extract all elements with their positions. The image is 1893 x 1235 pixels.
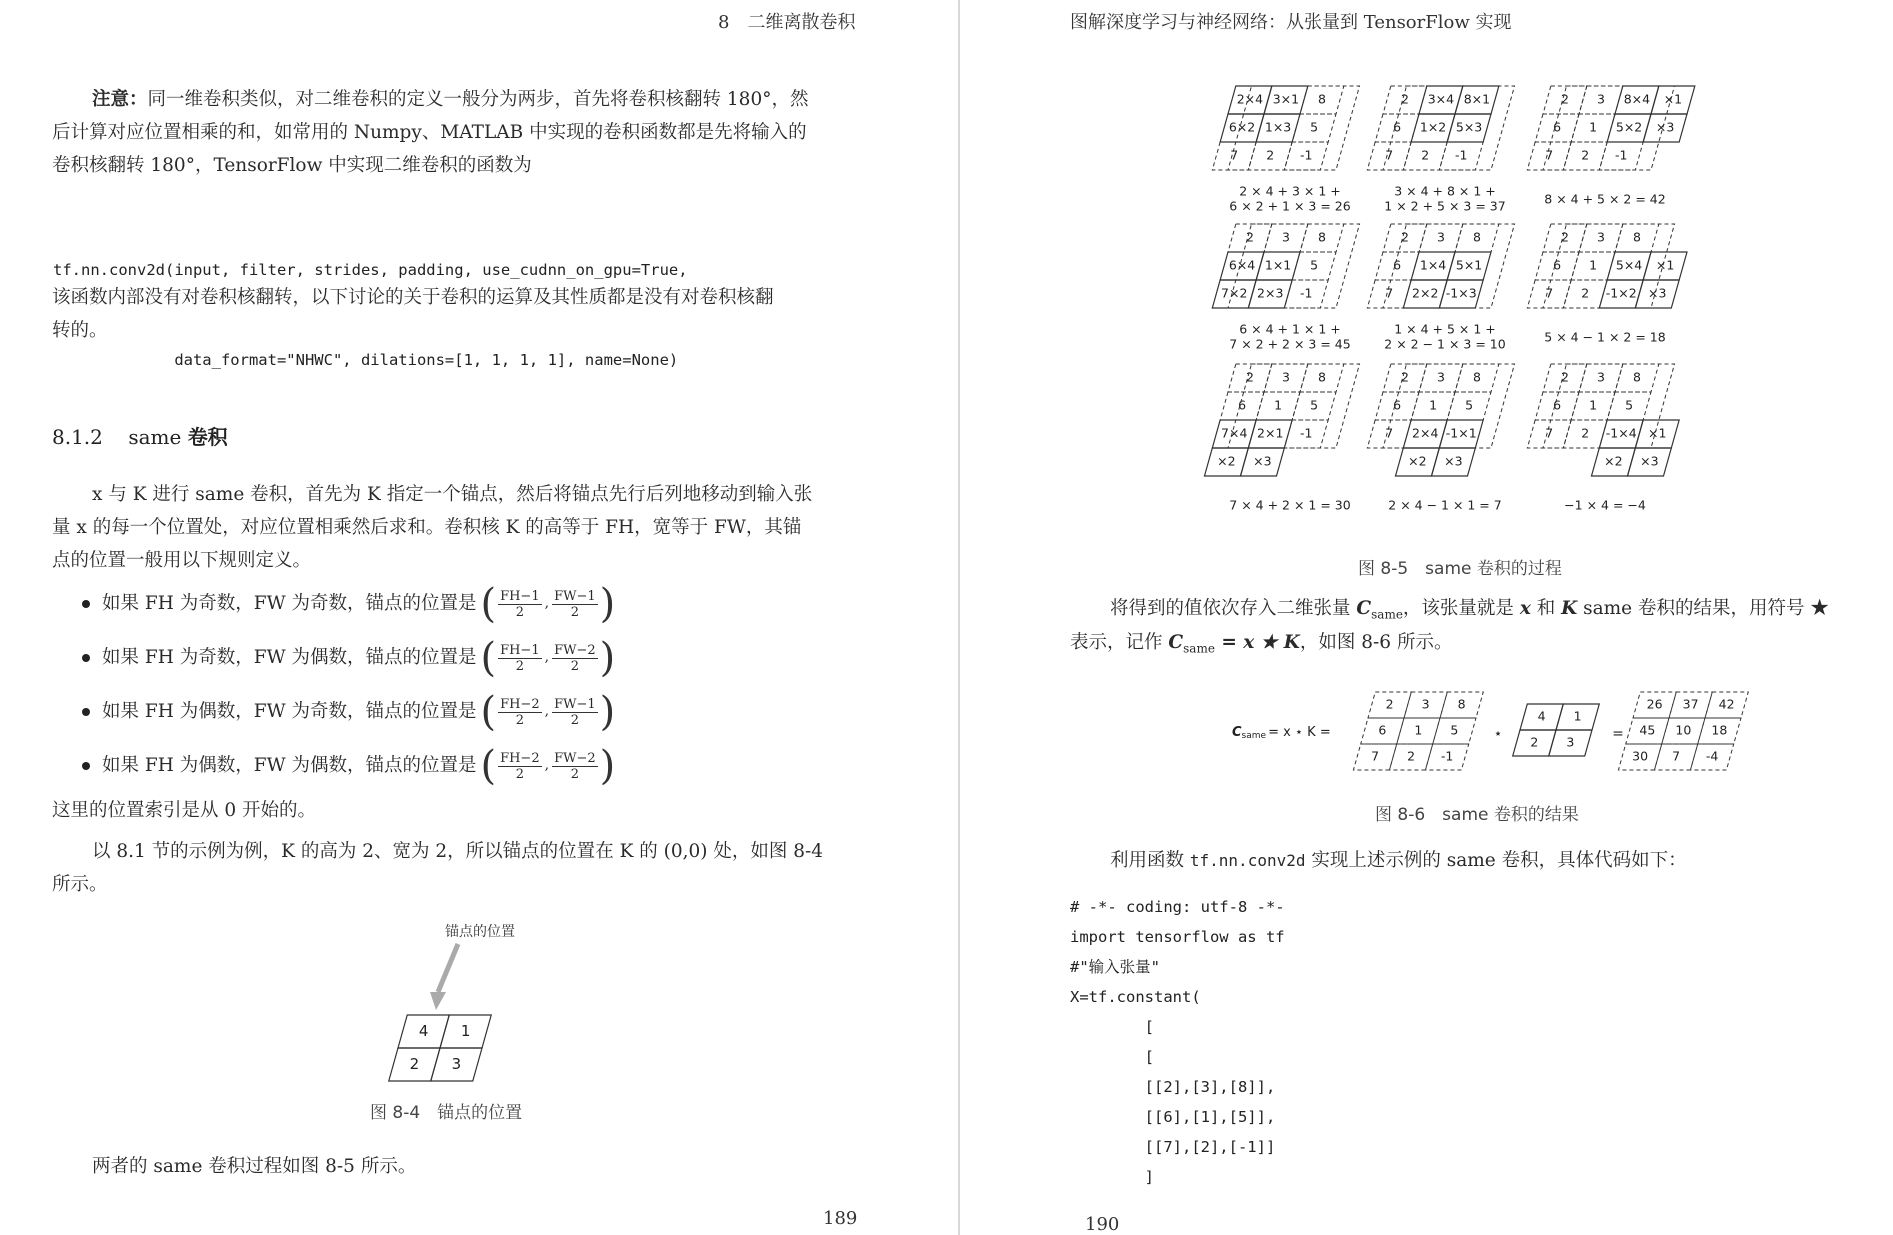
star-operator: ⋆ [1493,726,1503,742]
paren-close: ) [599,689,616,735]
tensor-symbol: C [1168,632,1184,653]
cell-value: 1 [1589,119,1598,135]
step-equation: 1 × 4 + 5 × 1 + [1394,321,1496,337]
conv-step [1527,224,1687,345]
text-run: 卷积核翻转 180°，TensorFlow 中实现二维卷积的函数为 [52,155,532,176]
tensorflow-code-listing [1070,892,1285,1192]
text-run: 表示，记作 [1070,632,1169,653]
text-run: 后计算对应位置相乘的和，如常用的 Numpy、MATLAB 中实现的卷积函数都是先将输入的 [52,122,807,143]
rule-text: 如果 FH 为偶数，FW 为奇数，锚点的位置是 [102,701,477,722]
input-value: 8 [1457,696,1466,712]
fraction [498,697,542,728]
code-line: [[7],[2],[-1]] [1070,1138,1276,1156]
anchor-rule-item [82,581,616,627]
cell-value: 6×2 [1228,119,1256,135]
cell-value: 1×4 [1419,257,1447,273]
conv-step [1204,364,1359,513]
result-value: 18 [1711,722,1728,738]
code-line: X=tf.constant( [1070,988,1201,1006]
result-lhs [1232,725,1331,741]
text-run: 和 [1530,598,1562,619]
cell-value: 2 [1245,369,1254,385]
lhs-rest: = x ⋆ K = [1268,724,1331,740]
text-line: x 与 K 进行 same 卷积，首先为 K 指定一个锚点，然后将锚点先行后列地移动到输入张 [92,484,813,505]
numerator: FW−1 [554,696,596,712]
cell-value: -1×3 [1445,285,1477,301]
section-heading-8-1-2 [52,421,228,450]
cell-value: 2 [1421,147,1430,163]
input-value: 1 [1414,722,1423,738]
index-note: 这里的位置索引是从 0 开始的。 [52,800,317,821]
cell-value: 1 [1589,397,1598,413]
anchor-formula [480,743,616,789]
cell-value: 7×4 [1221,425,1248,441]
numerator: FW−2 [554,750,596,766]
paren-close: ) [599,581,616,627]
step-equation: 8 × 4 + 5 × 2 = 42 [1544,191,1666,207]
cell-value: 8 [1632,229,1641,245]
conv-step [1367,86,1514,214]
overflow-value: ×2 [1604,453,1623,469]
cell-value: 7 [1385,285,1394,301]
result-value: 10 [1675,722,1692,738]
kernel-k-grid [1513,704,1600,756]
fraction [552,643,598,674]
kernel-value: 1 [1573,708,1582,724]
kernel-value: 3 [451,1055,462,1073]
paren-close: ) [599,743,616,789]
cell-value: 6 [1393,119,1402,135]
tensor-subscript: same [1371,607,1403,622]
text-line [1070,626,1452,666]
anchor-position-label: 锚点的位置 [445,924,515,940]
step-equation: 6 × 4 + 1 × 1 + [1239,321,1341,337]
paren-open: ( [480,635,497,681]
cell-value: 5×1 [1455,257,1483,273]
same-conv-result-figure [1230,682,1735,782]
fraction [498,751,542,782]
conv-step [1527,86,1695,207]
cell-value: 3 [1596,369,1605,385]
anchor-formula [480,635,616,681]
code-line: [ [1070,1048,1154,1066]
overflow-value: ×2 [1408,453,1427,469]
cell-value: 3 [1281,369,1290,385]
result-value: 42 [1718,696,1735,712]
overflow-value: ×3 [1640,453,1659,469]
conv-step [1527,364,1679,513]
step-equation: 3 × 4 + 8 × 1 + [1394,183,1496,199]
right-page [960,0,1893,1235]
anchor-rule-item [82,635,616,681]
tensor-symbol: C [1356,598,1372,619]
text-run: ，该张量就是 [1402,598,1520,619]
result-value: 45 [1639,722,1656,738]
code-line: import tensorflow as tf [1070,928,1285,946]
cell-value: -1 [1300,285,1313,301]
cell-value: 8×1 [1463,91,1491,107]
step-equation: −1 × 4 = −4 [1564,497,1646,513]
overflow-value: ×1 [1655,257,1675,273]
cell-value: 6 [1553,397,1562,413]
anchor-formula [480,689,616,735]
overflow-value: ×3 [1253,453,1272,469]
input-value: 6 [1378,722,1387,738]
numerator: FH−2 [500,750,540,766]
text-line: 该函数内部没有对卷积核翻转，以下讨论的关于卷积的运算及其性质都是没有对卷积核翻 [52,287,774,308]
comma: , [544,703,550,719]
no-flip-paragraph [52,281,774,347]
cell-value: 2 [1581,285,1590,301]
equals-sign: = [1612,726,1624,742]
cell-value: -1 [1300,425,1313,441]
cell-value: 6 [1393,257,1402,273]
same-conv-process-figure [1200,78,1720,548]
cell-value: 5 [1310,257,1319,273]
paren-open: ( [480,581,497,627]
anchor-rule-item [82,689,616,735]
note-paragraph [52,83,808,182]
anchor-figure [370,940,520,1090]
text-run: same 卷积的结果，用符号 ★ [1577,598,1829,619]
text-run: 同一维卷积类似，对二维卷积的定义一般分为两步，首先将卷积核翻转 180°，然 [147,89,809,110]
cell-value: 6 [1553,257,1562,273]
cell-value: 5 [1465,397,1474,413]
input-value: 5 [1450,722,1459,738]
denominator: 2 [515,766,524,782]
step-equation: 2 × 4 + 3 × 1 + [1239,183,1341,199]
step-equation: 7 × 4 + 2 × 1 = 30 [1229,497,1351,513]
step-equation: 2 × 4 − 1 × 1 = 7 [1388,497,1502,513]
fraction [552,751,598,782]
result-value: 37 [1682,696,1699,712]
input-value: 7 [1371,748,1380,764]
result-paragraph-cont [1070,626,1452,666]
cell-value: -1×1 [1445,425,1477,441]
cell-value: 3×1 [1272,91,1300,107]
denominator: 2 [515,604,524,620]
tensor-symbol: K [1561,598,1578,619]
paren-close: ) [599,635,616,681]
cell-value: 3 [1436,369,1445,385]
cell-value: 5×2 [1615,119,1643,135]
cell-value: 3 [1596,91,1605,107]
cell-value: 1×1 [1264,257,1292,273]
tensor-symbol: x [1519,598,1531,619]
denominator: 2 [515,712,524,728]
section-number: 8.1.2 [52,425,103,449]
cell-value: 7 [1385,147,1394,163]
input-value: 2 [1385,696,1394,712]
cell-value: 7 [1230,147,1239,163]
conv-step [1367,224,1514,352]
cell-value: 3 [1436,229,1445,245]
anchor-arrow-head [430,992,446,1010]
fraction [498,589,542,620]
text-line [52,83,808,116]
fraction [498,643,542,674]
kernel-value: 2 [409,1055,420,1073]
conv-step [1367,364,1514,513]
cell-value: 2 [1581,425,1590,441]
cell-value: -1 [1300,147,1313,163]
cell-value: 2 [1400,91,1409,107]
comma: , [544,649,550,665]
bullet-dot [82,708,90,716]
overflow-value: ×1 [1663,91,1683,107]
paren-open: ( [480,689,497,735]
overflow-value: ×1 [1648,425,1667,441]
step-equation: 6 × 2 + 1 × 3 = 26 [1229,198,1351,214]
section-title-latin: same [128,425,182,449]
cell-value: 8×4 [1623,91,1651,107]
conv-step [1212,86,1359,214]
step-equation: 5 × 4 − 1 × 2 = 18 [1544,329,1666,345]
right-running-header: 图解深度学习与神经网络：从张量到 TensorFlow 实现 [1070,12,1512,33]
cell-value: -1 [1455,147,1468,163]
input-value: -1 [1440,748,1454,764]
comma: , [544,757,550,773]
comma: , [544,595,550,611]
text-line: 所示。 [52,874,108,895]
left-page-number: 189 [823,1208,858,1229]
cell-value: 2 [1245,229,1254,245]
step-equation: 1 × 2 + 5 × 3 = 37 [1384,198,1506,214]
code-line: # -*- coding: utf-8 -*- [1070,898,1285,916]
text-line: 点的位置一般用以下规则定义。 [52,550,312,571]
bullet-dot [82,600,90,608]
lhs-subscript: same [1241,730,1267,741]
paren-open: ( [480,743,497,789]
cell-value: 2 [1560,369,1569,385]
overflow-value: ×2 [1217,453,1236,469]
cell-value: 6 [1553,119,1562,135]
cell-value: 1×2 [1419,119,1447,135]
right-page-number: 190 [1085,1214,1120,1235]
cell-value: 5×4 [1615,257,1643,273]
closing-paragraph: 两者的 same 卷积过程如图 8-5 所示。 [92,1156,417,1177]
cell-value: 1 [1274,397,1283,413]
cell-value: 1 [1429,397,1438,413]
figure-8-5-caption: 图 8-5 same 卷积的过程 [1358,559,1562,579]
cell-value: 5 [1310,119,1319,135]
cell-value: 8 [1317,369,1326,385]
cell-value: 8 [1632,369,1641,385]
note-label: 注意： [92,89,148,110]
text-line [52,149,808,182]
left-running-header: 8 二维离散卷积 [718,12,856,33]
cell-value: 8 [1317,91,1326,107]
code-line: ] [1070,1168,1154,1186]
denominator: 2 [515,658,524,674]
cell-value: 7 [1545,147,1554,163]
kernel-value: 4 [1537,708,1546,724]
cell-value: 2 [1560,91,1569,107]
text-line: 量 x 的每一个位置处，对应位置相乘然后求和。卷积核 K 的高等于 FH，宽等于 FW，其锚 [52,517,802,538]
figure-8-4-caption: 图 8-4 锚点的位置 [370,1103,523,1123]
result-value: 7 [1672,748,1681,764]
overflow-value: ×3 [1648,285,1667,301]
cell-value: 2×3 [1257,285,1284,301]
cell-value: 7 [1385,425,1394,441]
cell-value: 7×2 [1221,285,1248,301]
kernel-grid [389,1015,491,1081]
numerator: FH−1 [500,642,540,658]
figure-8-6-caption: 图 8-6 same 卷积的结果 [1375,805,1579,825]
step-equation: 7 × 2 + 2 × 3 = 45 [1229,336,1351,352]
input-value: 3 [1421,696,1430,712]
bullet-dot [82,654,90,662]
anchor-arrow-shaft [438,944,458,992]
fraction [552,589,598,620]
cell-value: 3 [1596,229,1605,245]
cell-value: 6 [1238,397,1247,413]
section-title-cn: 卷积 [187,425,228,449]
text-run: ，如图 8-6 所示。 [1299,632,1453,653]
code-line: tf.nn.conv2d(input, filter, strides, padding, use_cudnn_on_gpu=True, [53,261,688,279]
kernel-value: 1 [460,1022,471,1040]
conv-step [1212,224,1359,352]
overflow-value: ×3 [1655,119,1675,135]
text-line: 转的。 [52,320,108,341]
cell-value: 2×4 [1412,425,1439,441]
input-value: 2 [1407,748,1416,764]
cell-value: -1×4 [1605,425,1637,441]
cell-value: 8 [1472,369,1481,385]
step-equation: 2 × 2 − 1 × 3 = 10 [1384,336,1506,352]
code-intro-paragraph [1110,844,1687,877]
rule-text: 如果 FH 为奇数，FW 为偶数，锚点的位置是 [102,647,477,668]
denominator: 2 [570,766,579,782]
cell-value: 6 [1393,397,1402,413]
anchor-rule-item [82,743,616,789]
formula-run: = x ★ K [1214,632,1300,653]
cell-value: 2 [1266,147,1275,163]
cell-value: 2 [1560,229,1569,245]
numerator: FH−2 [500,696,540,712]
intro-paragraph-cont [52,511,801,577]
text-run: 利用函数 [1110,850,1190,871]
cell-value: 2×4 [1236,91,1264,107]
text-run: 将得到的值依次存入二维张量 [1110,598,1357,619]
bullet-dot [82,762,90,770]
text-run: 实现上述示例的 same 卷积，具体代码如下： [1305,850,1687,871]
result-value: 26 [1646,696,1663,712]
cell-value: 3×4 [1427,91,1455,107]
code-line: [ [1070,1018,1154,1036]
example-paragraph-cont [52,868,108,901]
cell-value: 2 [1400,229,1409,245]
cell-value: 5 [1310,397,1319,413]
cell-value: 5×3 [1455,119,1483,135]
cell-value: 7 [1545,285,1554,301]
cell-value: 1×3 [1264,119,1292,135]
text-line: 以 8.1 节的示例为例，K 的高为 2、宽为 2，所以锚点的位置在 K 的 (0,0) 处，如图 8-4 [92,841,824,862]
cell-value: 2 [1400,369,1409,385]
denominator: 2 [570,712,579,728]
lhs-symbol: C [1232,724,1242,740]
cell-value: 8 [1317,229,1326,245]
result-value: -4 [1705,748,1719,764]
tensor-subscript: same [1183,641,1215,656]
cell-value: -1 [1615,147,1628,163]
cell-value: -1×2 [1605,285,1637,301]
kernel-value: 3 [1566,734,1575,750]
kernel-value: 4 [418,1022,429,1040]
numerator: FH−1 [500,588,540,604]
denominator: 2 [570,658,579,674]
code-line: #"输入张量" [1070,958,1160,976]
cell-value: 2×1 [1257,425,1284,441]
example-paragraph [92,835,823,868]
cell-value: 6×4 [1228,257,1256,273]
rule-text: 如果 FH 为奇数，FW 为奇数，锚点的位置是 [102,593,477,614]
cell-value: 2 [1581,147,1590,163]
denominator: 2 [570,604,579,620]
numerator: FW−2 [554,642,596,658]
cell-value: 3 [1281,229,1290,245]
code-line: [[2],[3],[8]], [1070,1078,1276,1096]
fraction [552,697,598,728]
cell-value: 7 [1545,425,1554,441]
anchor-formula [480,581,616,627]
result-grid [1618,692,1748,770]
cell-value: 5 [1625,397,1634,413]
cell-value: 8 [1472,229,1481,245]
result-value: 30 [1632,748,1649,764]
input-x-grid [1353,692,1483,770]
overflow-value: ×3 [1444,453,1463,469]
function-name: tf.nn.conv2d [1189,851,1306,870]
rule-text: 如果 FH 为偶数，FW 为偶数，锚点的位置是 [102,755,477,776]
code-line: [[6],[1],[5]], [1070,1108,1276,1126]
cell-value: 1 [1589,257,1598,273]
kernel-value: 2 [1530,734,1539,750]
text-line [52,116,808,149]
code-line: data_format="NHWC", dilations=[1, 1, 1, 1], name=None) [53,351,679,369]
numerator: FW−1 [554,588,596,604]
intro-paragraph [92,478,812,511]
cell-value: 2×2 [1412,285,1439,301]
